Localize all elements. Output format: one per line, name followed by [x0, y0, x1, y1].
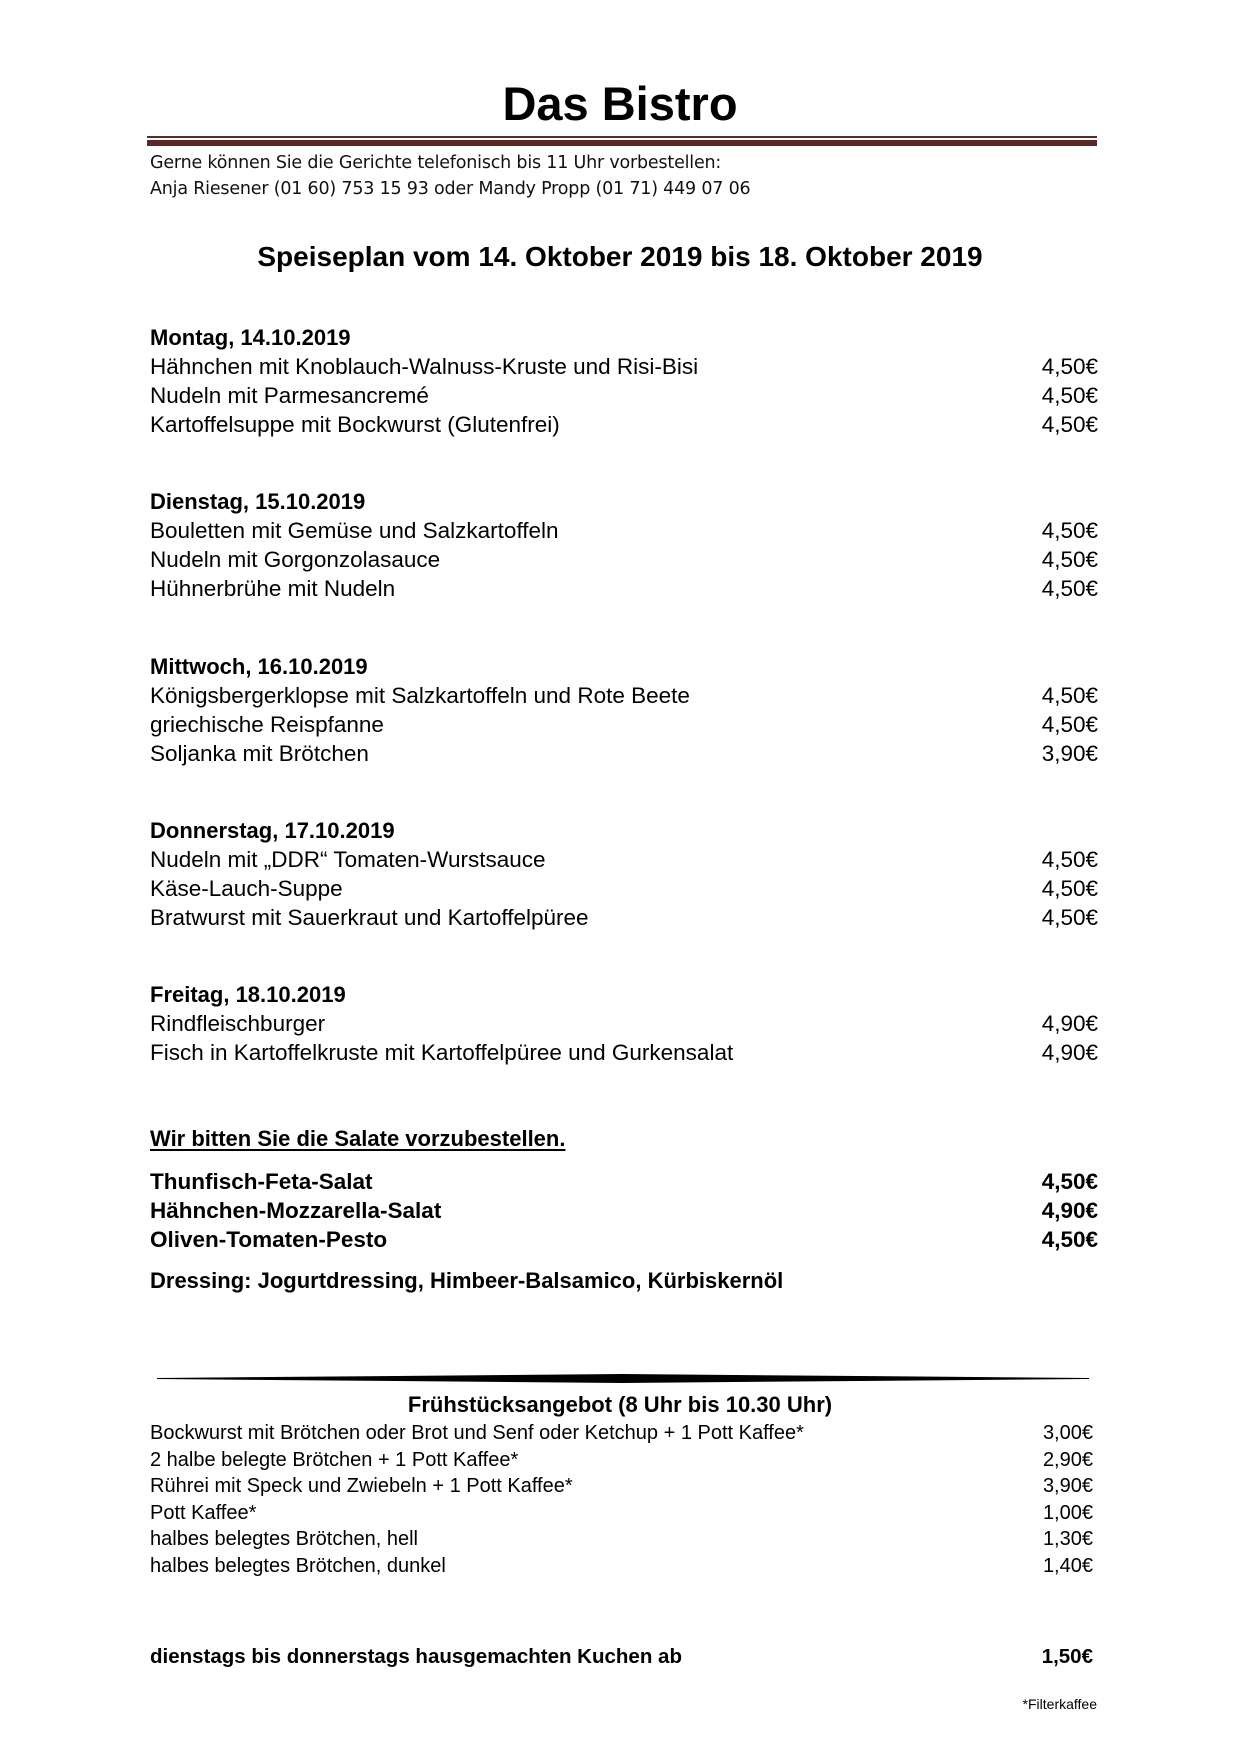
breakfast-list: [150, 1420, 1098, 1579]
breakfast-item-name: Pott Kaffee*: [150, 1501, 257, 1524]
menu-item: [150, 545, 1098, 574]
menu-item-name: Hühnerbrühe mit Nudeln: [150, 576, 396, 601]
salad-section: [150, 1124, 1098, 1153]
breakfast-item-price: 3,00€: [1042, 1422, 1093, 1444]
contact-note: Gerne können Sie die Gerichte telefonisch bis 11 Uhr vorbestellen:: [150, 153, 722, 173]
cake-price: 1,50€: [1041, 1645, 1093, 1668]
salad-item-price: 4,50€: [1041, 1169, 1098, 1194]
salad-item-name: Oliven-Tomaten-Pesto: [150, 1227, 388, 1252]
menu-item: [150, 1038, 1098, 1067]
day-heading: Dienstag, 15.10.2019: [150, 489, 366, 514]
breakfast-item-price: 1,00€: [1042, 1501, 1093, 1524]
breakfast-item-price: 1,30€: [1042, 1528, 1093, 1550]
menu-item: [150, 903, 1098, 932]
restaurant-title: Das Bistro: [502, 77, 738, 130]
salad-item-name: Thunfisch-Feta-Salat: [150, 1169, 373, 1194]
menu-item-price: 3,90€: [1041, 741, 1098, 766]
header-rule-thin: [147, 136, 1097, 138]
breakfast-item: [150, 1553, 1098, 1580]
menu-item-name: Käse-Lauch-Suppe: [150, 876, 343, 901]
menu-item-name: griechische Reispfanne: [150, 712, 384, 737]
menu-item-price: 4,50€: [1041, 547, 1098, 572]
breakfast-item-price: 1,40€: [1042, 1554, 1093, 1577]
salad-item: [150, 1196, 1098, 1225]
menu-item: [150, 410, 1098, 439]
breakfast-item: [150, 1447, 1098, 1474]
menu-item: [150, 710, 1098, 739]
footnote: *Filterkaffee: [1022, 1696, 1097, 1712]
menu-item-price: 4,50€: [1041, 412, 1098, 437]
menu-item-name: Nudeln mit Gorgonzolasauce: [150, 547, 441, 572]
menu-item-name: Rindfleischburger: [150, 1011, 326, 1036]
menu-item: [150, 516, 1098, 545]
breakfast-item-price: 2,90€: [1042, 1448, 1093, 1471]
salad-item: [150, 1167, 1098, 1196]
menu-item: [150, 845, 1098, 874]
breakfast-item-name: 2 halbe belegte Brötchen + 1 Pott Kaffee*: [150, 1448, 519, 1471]
contact-phones: Anja Riesener (01 60) 753 15 93 oder Mandy Propp (01 71) 449 07 06: [150, 179, 751, 199]
salad-preorder-note: Wir bitten Sie die Salate vorzubestellen.: [150, 1126, 566, 1151]
cake-row: [150, 1644, 1098, 1671]
menu-item: [150, 381, 1098, 410]
section-divider: [157, 1374, 1089, 1383]
menu-item-price: 4,90€: [1041, 1040, 1098, 1065]
menu-item-price: 4,50€: [1041, 576, 1098, 601]
menu-item-name: Königsbergerklopse mit Salzkartoffeln und Rote Beete: [150, 683, 690, 708]
salad-item-name: Hähnchen-Mozzarella-Salat: [150, 1198, 442, 1223]
breakfast-item-name: halbes belegtes Brötchen, hell: [150, 1528, 418, 1550]
menu-item-name: Kartoffelsuppe mit Bockwurst (Glutenfrei): [150, 412, 560, 437]
menu-item-name: Nudeln mit Parmesancremé: [150, 383, 429, 408]
cake-offer: [150, 1644, 1098, 1671]
menu-period-title: Speiseplan vom 14. Oktober 2019 bis 18. Oktober 2019: [257, 241, 983, 272]
day-heading: Mittwoch, 16.10.2019: [150, 654, 368, 679]
menu-item-price: 4,50€: [1041, 876, 1098, 901]
menu-item-price: 4,50€: [1041, 847, 1098, 872]
breakfast-item-name: halbes belegtes Brötchen, dunkel: [150, 1554, 446, 1577]
menu-item-price: 4,90€: [1041, 1011, 1098, 1036]
menu-item-name: Nudeln mit „DDR“ Tomaten-Wurstsauce: [150, 847, 546, 872]
day-section-tuesday: [150, 487, 1098, 603]
menu-item-name: Bratwurst mit Sauerkraut und Kartoffelpüree: [150, 905, 589, 930]
menu-item-price: 4,50€: [1041, 712, 1098, 737]
breakfast-item-name: Bockwurst mit Brötchen oder Brot und Senf oder Ketchup + 1 Pott Kaffee*: [150, 1422, 804, 1444]
menu-item-price: 4,50€: [1041, 905, 1098, 930]
day-section-monday: [150, 323, 1098, 439]
menu-item: [150, 1009, 1098, 1038]
menu-item-price: 4,50€: [1041, 518, 1098, 543]
day-section-wednesday: [150, 652, 1098, 768]
breakfast-item: [150, 1500, 1098, 1527]
menu-item-name: Soljanka mit Brötchen: [150, 741, 369, 766]
day-section-friday: [150, 980, 1098, 1067]
breakfast-item-price: 3,90€: [1042, 1475, 1093, 1497]
menu-item: [150, 352, 1098, 381]
menu-item: [150, 681, 1098, 710]
menu-item-name: Bouletten mit Gemüse und Salzkartoffeln: [150, 518, 559, 543]
day-heading: Freitag, 18.10.2019: [150, 982, 346, 1007]
day-section-thursday: [150, 816, 1098, 932]
cake-name: dienstags bis donnerstags hausgemachten Kuchen ab: [150, 1645, 682, 1668]
salad-list: [150, 1167, 1098, 1254]
menu-item: [150, 874, 1098, 903]
menu-item-name: Hähnchen mit Knoblauch-Walnuss-Kruste und Risi-Bisi: [150, 354, 699, 379]
breakfast-item: [150, 1526, 1098, 1553]
salad-item-price: 4,90€: [1041, 1198, 1098, 1223]
day-heading: Donnerstag, 17.10.2019: [150, 818, 395, 843]
menu-item-price: 4,50€: [1041, 354, 1098, 379]
dressing-options: Dressing: Jogurtdressing, Himbeer-Balsamico, Kürbiskernöl: [150, 1268, 784, 1293]
salad-item: [150, 1225, 1098, 1254]
salad-item-price: 4,50€: [1041, 1227, 1098, 1252]
breakfast-item: [150, 1473, 1098, 1500]
menu-item: [150, 739, 1098, 768]
menu-item-price: 4,50€: [1041, 383, 1098, 408]
menu-item-name: Fisch in Kartoffelkruste mit Kartoffelpüree und Gurkensalat: [150, 1040, 734, 1065]
day-heading: Montag, 14.10.2019: [150, 325, 351, 350]
header-rule-thick: [147, 140, 1097, 146]
breakfast-heading: Frühstücksangebot (8 Uhr bis 10.30 Uhr): [407, 1392, 833, 1417]
menu-item: [150, 574, 1098, 603]
menu-item-price: 4,50€: [1041, 683, 1098, 708]
breakfast-item-name: Rührei mit Speck und Zwiebeln + 1 Pott Kaffee*: [150, 1475, 573, 1497]
breakfast-item: [150, 1420, 1098, 1447]
